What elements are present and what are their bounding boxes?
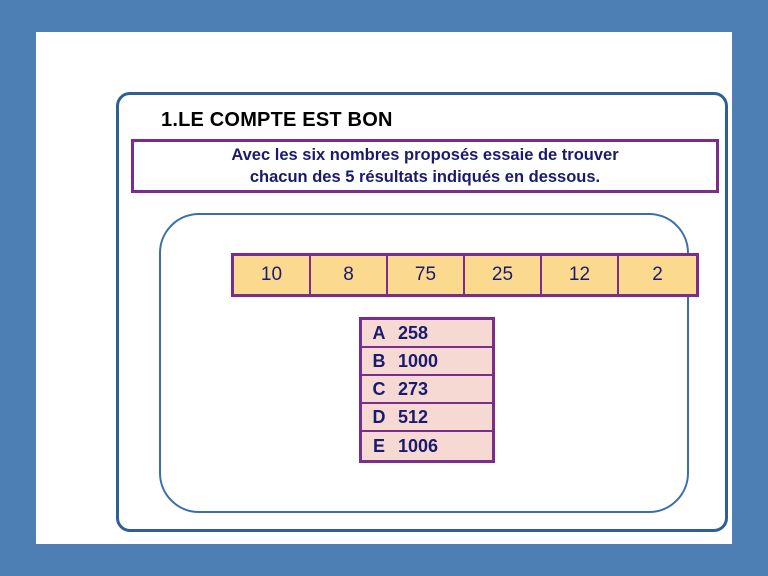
table-row <box>362 320 492 348</box>
table-row <box>362 348 492 376</box>
number-cell: 8 <box>311 256 388 294</box>
target-value: 273 <box>398 378 429 399</box>
page-title: 1.LE COMPTE EST BON <box>161 109 393 131</box>
number-cell: 2 <box>619 256 696 294</box>
targets-table <box>359 317 495 463</box>
target-letter: D <box>372 406 386 427</box>
target-letter: A <box>372 322 386 343</box>
table-row <box>362 376 492 404</box>
instruction-line-1: Avec les six nombres proposés essaie de trouver <box>231 145 619 164</box>
instruction-box <box>131 139 719 193</box>
target-value: 1000 <box>398 350 439 371</box>
number-cell: 12 <box>542 256 619 294</box>
instruction-line-2: chacun des 5 résultats indiqués en dessous. <box>249 168 601 186</box>
numbers-row <box>231 253 699 297</box>
number-cell: 75 <box>388 256 465 294</box>
target-value: 258 <box>398 322 429 343</box>
number-cell: 25 <box>465 256 542 294</box>
target-value: 1006 <box>398 435 439 456</box>
number-cell: 10 <box>234 256 311 294</box>
target-letter: E <box>372 435 385 456</box>
table-row <box>362 404 492 432</box>
target-letter: C <box>372 378 386 399</box>
target-value: 512 <box>398 406 429 427</box>
slide-content-frame <box>116 92 728 532</box>
slide-canvas <box>36 32 732 544</box>
target-letter: B <box>372 350 386 371</box>
table-row <box>362 432 492 460</box>
